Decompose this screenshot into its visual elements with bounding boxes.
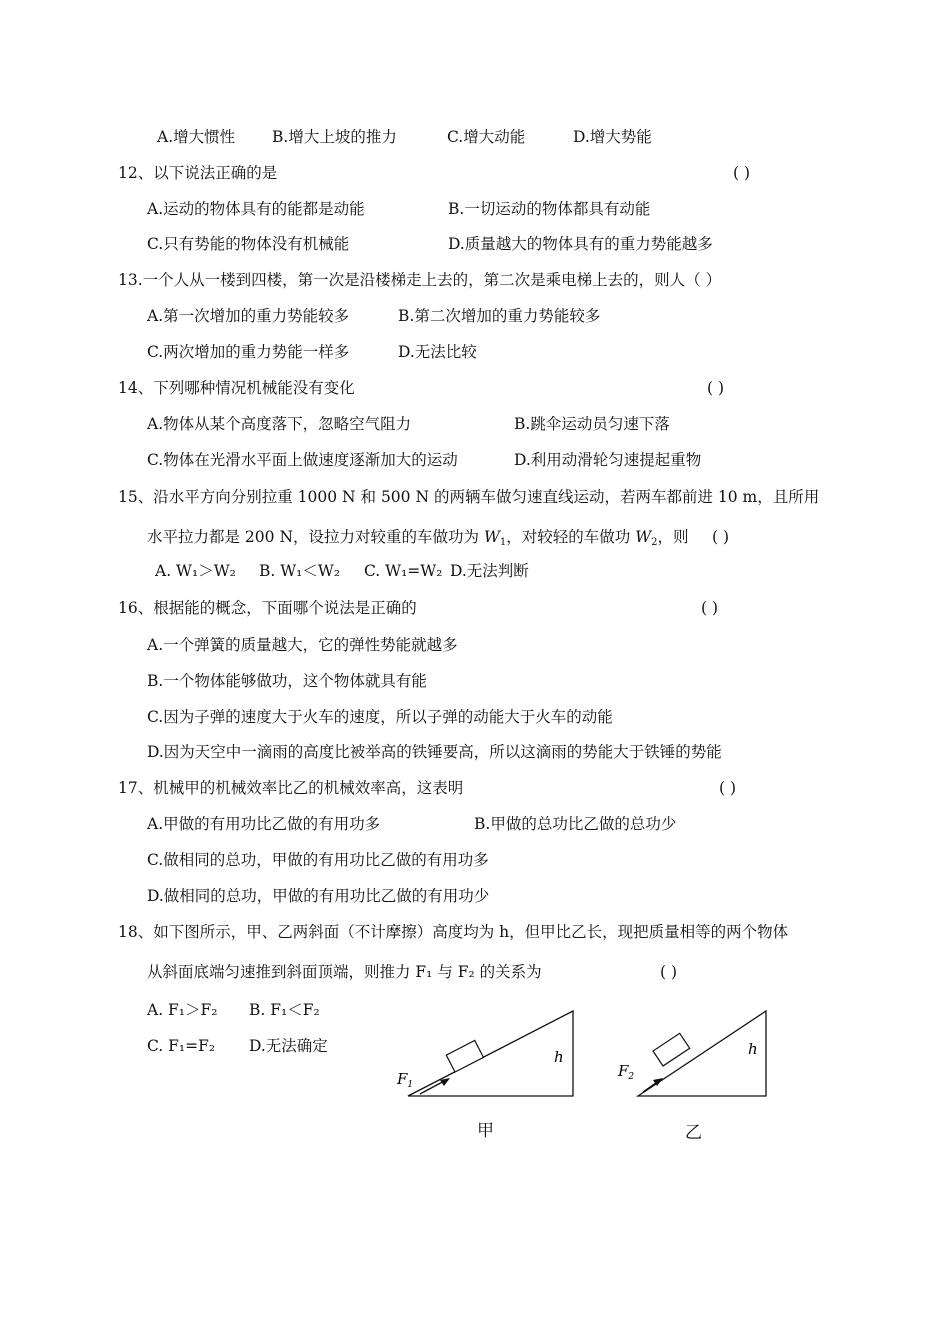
q18-option-c: C. F₁=F₂ bbox=[147, 1037, 216, 1055]
q17-option-a: A.甲做的有用功比乙做的有用功多 bbox=[147, 815, 381, 833]
q12-option-c: C.只有势能的物体没有机械能 bbox=[147, 235, 350, 253]
q15-stem-line2 bbox=[147, 527, 689, 553]
q14-option-c: C.物体在光滑水平面上做速度逐渐加大的运动 bbox=[147, 451, 458, 469]
q17-answer-paren: ( ) bbox=[719, 779, 737, 797]
q12-stem: 12、以下说法正确的是 bbox=[118, 164, 278, 182]
q13-option-b: B.第二次增加的重力势能较多 bbox=[398, 307, 601, 325]
q14-option-d: D.利用动滑轮匀速提起重物 bbox=[514, 451, 702, 469]
q13-stem: 13.一个人从一楼到四楼，第一次是沿楼梯走上去的，第二次是乘电梯上去的，则人（ ） bbox=[118, 271, 722, 289]
q12-option-d: D.质量越大的物体具有的重力势能越多 bbox=[448, 235, 713, 253]
q18-answer-paren: ( ) bbox=[660, 963, 678, 981]
q14-stem: 14、下列哪种情况机械能没有变化 bbox=[118, 379, 355, 397]
figure-label-yi: 乙 bbox=[685, 1123, 702, 1143]
q18-option-d: D.无法确定 bbox=[249, 1037, 328, 1055]
q13-option-a: A.第一次增加的重力势能较多 bbox=[147, 307, 350, 325]
q16-option-b: B.一个物体能够做功，这个物体就具有能 bbox=[147, 672, 427, 690]
q16-option-d: D.因为天空中一滴雨的高度比被举高的铁锤要高，所以这滴雨的势能大于铁锤的势能 bbox=[147, 743, 722, 761]
force-label-jia: $F_1$ bbox=[397, 1070, 414, 1090]
q18-option-b: B. F₁＜F₂ bbox=[249, 1001, 320, 1019]
height-label-yi: h bbox=[748, 1040, 758, 1058]
q16-answer-paren: ( ) bbox=[701, 599, 719, 617]
q15-option-c: C. W₁=W₂ bbox=[364, 562, 443, 580]
q15-w2-subscript: 2 bbox=[651, 537, 658, 548]
q12-option-a: A.运动的物体具有的能都是动能 bbox=[147, 200, 365, 218]
q16-option-c: C.因为子弹的速度大于火车的速度，所以子弹的动能大于火车的动能 bbox=[147, 708, 613, 726]
q15-stem-line1: 15、沿水平方向分别拉重 1000 N 和 500 N 的两辆车做匀速直线运动，若两车都前进 10 m，且所用 bbox=[118, 488, 820, 506]
q17-option-d: D.做相同的总功，甲做的有用功比乙做的有用功少 bbox=[147, 887, 490, 905]
q12-option-b: B.一切运动的物体都具有动能 bbox=[448, 200, 651, 218]
incline-triangle-jia bbox=[408, 1011, 573, 1096]
q14-option-a: A.物体从某个高度落下，忽略空气阻力 bbox=[147, 415, 412, 433]
q15-stem2-part-b: ，对较轻的车做功 bbox=[506, 528, 636, 546]
q17-option-c: C.做相同的总功，甲做的有用功比乙做的有用功多 bbox=[147, 851, 489, 869]
q11-option-d: D.增大势能 bbox=[573, 128, 652, 146]
figure-label-jia: 甲 bbox=[477, 1121, 494, 1141]
q13-option-c: C.两次增加的重力势能一样多 bbox=[147, 343, 350, 361]
block-jia bbox=[446, 1040, 483, 1072]
q11-option-c: C.增大动能 bbox=[447, 128, 526, 146]
q15-option-d: D.无法判断 bbox=[450, 562, 529, 580]
q15-stem2-part-a: 水平拉力都是 200 N，设拉力对较重的车做功为 bbox=[147, 528, 484, 546]
q15-w2-symbol: W bbox=[635, 528, 652, 546]
q16-option-a: A.一个弹簧的质量越大，它的弹性势能就越多 bbox=[147, 636, 458, 654]
incline-figure-jia bbox=[390, 1000, 590, 1105]
q16-stem: 16、根据能的概念，下面哪个说法是正确的 bbox=[118, 599, 417, 617]
q14-answer-paren: ( ) bbox=[707, 379, 725, 397]
q12-answer-paren: ( ) bbox=[733, 164, 751, 182]
q11-option-a: A.增大惯性 bbox=[157, 128, 236, 146]
q15-option-a: A. W₁＞W₂ bbox=[155, 562, 236, 580]
incline-figure-yi bbox=[610, 1000, 780, 1105]
q18-stem-line2: 从斜面底端匀速推到斜面顶端，则推力 F₁ 与 F₂ 的关系为 bbox=[147, 963, 542, 981]
q13-option-d: D.无法比较 bbox=[398, 343, 477, 361]
height-label-jia: h bbox=[554, 1048, 564, 1066]
q15-w1-symbol: W bbox=[483, 528, 500, 546]
q18-option-a: A. F₁＞F₂ bbox=[147, 1001, 218, 1019]
force-label-yi: $F_2$ bbox=[618, 1062, 635, 1082]
q17-option-b: B.甲做的总功比乙做的总功少 bbox=[474, 815, 677, 833]
q15-w1-subscript: 1 bbox=[499, 537, 507, 548]
q17-stem: 17、机械甲的机械效率比乙的机械效率高，这表明 bbox=[118, 779, 464, 797]
q15-option-b: B. W₁＜W₂ bbox=[259, 562, 341, 580]
q11-option-b: B.增大上坡的推力 bbox=[272, 128, 397, 146]
block-yi bbox=[653, 1033, 690, 1066]
q14-option-b: B.跳伞运动员匀速下落 bbox=[514, 415, 670, 433]
q15-answer-paren: ( ) bbox=[712, 528, 730, 546]
q18-stem-line1: 18、如下图所示，甲、乙两斜面（不计摩擦）高度均为 h，但甲比乙长，现把质量相等的两个物体 bbox=[118, 923, 789, 941]
q15-stem2-part-c: ，则 bbox=[657, 528, 689, 546]
